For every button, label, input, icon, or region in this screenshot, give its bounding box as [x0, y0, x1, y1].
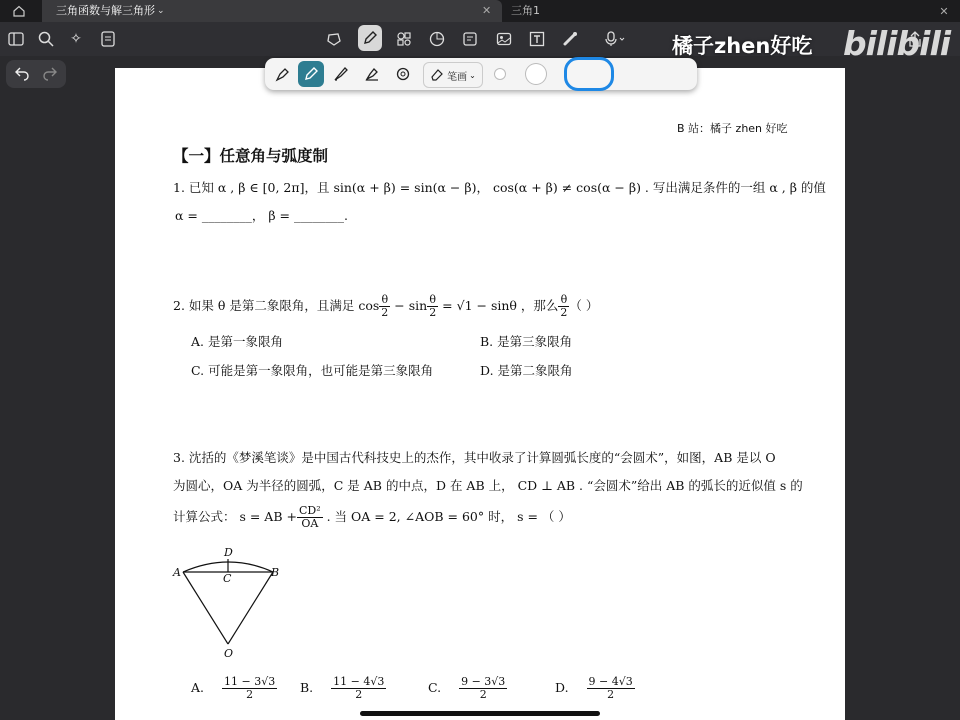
bilibili-logo: bilibili: [843, 24, 951, 63]
frac-den: 2: [246, 688, 254, 701]
frac-den: 2: [560, 306, 568, 319]
frac-den: 2: [429, 306, 437, 319]
shapes-icon[interactable]: [393, 29, 415, 49]
image-icon[interactable]: [493, 29, 515, 49]
highlighter-tool[interactable]: [358, 58, 386, 90]
note-icon[interactable]: [459, 29, 481, 49]
shape-recognition-tool[interactable]: [389, 58, 417, 90]
home-icon[interactable]: [8, 2, 30, 20]
eraser-stroke-selector[interactable]: [423, 62, 483, 88]
frac-num: θ: [379, 294, 390, 307]
eraser-icon: [430, 68, 444, 82]
option-fraction: [587, 676, 635, 701]
magic-wand-icon[interactable]: ✧: [70, 31, 82, 47]
chevron-down-icon[interactable]: ⌄: [157, 6, 165, 16]
option-letter: D.: [555, 680, 569, 695]
microphone-icon[interactable]: [600, 29, 630, 49]
redo-icon[interactable]: [42, 65, 58, 85]
close-icon[interactable]: ✕: [482, 4, 492, 17]
frac-den: OA: [301, 517, 319, 530]
question-3-line-3: [173, 505, 571, 530]
home-indicator[interactable]: [360, 711, 600, 716]
q2-tail: （ ）: [569, 298, 599, 313]
document-icon[interactable]: [98, 29, 118, 49]
formula-fraction: [297, 505, 323, 530]
channel-watermark: 橘子zhen好吃: [672, 34, 813, 58]
q3-formula-pre: 计算公式： s = AB +: [173, 509, 297, 524]
tab-trig-1[interactable]: [505, 0, 955, 22]
color-swatch-selected[interactable]: [563, 58, 615, 90]
q2-option-a: A. 是第一象限角: [191, 334, 283, 349]
tab-bar: [0, 0, 960, 22]
q2-mid: − sin: [390, 298, 428, 313]
question-3-line-2: 为圆心，OA 为半径的圆弧，C 是 AB 的中点，D 在 AB 上， CD ⊥ AB . “会圆术”给出 AB 的弧长的近似值 s 的: [173, 478, 803, 493]
stroke-size-small[interactable]: [487, 58, 513, 90]
frac-den: 2: [479, 688, 487, 701]
option-fraction: [222, 676, 277, 701]
lasso-icon[interactable]: [323, 29, 345, 49]
frac-num: 9 − 4√3: [588, 675, 633, 688]
text-box-icon[interactable]: [526, 29, 548, 49]
undo-icon[interactable]: [14, 65, 30, 85]
header-note: B 站：橘子 zhen 好吃: [677, 122, 788, 135]
frac-num: θ: [427, 294, 438, 307]
frac-den: 2: [381, 306, 389, 319]
q3-option-b: [300, 676, 386, 701]
ballpoint-pen-tool[interactable]: [298, 61, 324, 87]
question-1-text: 1. 已知 α , β ∈ [0, 2π]，且 sin(α + β) = sin(α − β)， cos(α + β) ≠ cos(α − β) . 写出满足条件的一组 α , β 的值: [173, 180, 826, 195]
frac-den: 2: [607, 688, 615, 701]
q2-option-b: B. 是第三象限角: [480, 334, 573, 349]
tab-trig-functions[interactable]: [42, 0, 502, 22]
question-3-line-1: 3. 沈括的《梦溪笔谈》是中国古代科技史上的杰作，其中收录了计算圆弧长度的“会圆术”，如图，AB 是以 O: [173, 450, 776, 465]
frac-num: θ: [558, 294, 569, 307]
pen-toolbar: [265, 58, 697, 90]
q2-pre: 2. 如果 θ 是第二象限角，且满足 cos: [173, 298, 380, 313]
frac-num: CD²: [298, 504, 321, 517]
frac-den: 2: [355, 688, 363, 701]
option-fraction: [459, 676, 507, 701]
fountain-pen-tool[interactable]: [269, 58, 297, 90]
q3-option-d: [555, 676, 635, 701]
tab-title: 三角函数与解三角形: [56, 4, 155, 17]
q2-option-c: C. 可能是第一象限角，也可能是第三象限角: [191, 363, 434, 378]
fraction-theta-half: [379, 294, 390, 319]
fraction-theta-half: [558, 294, 569, 319]
radius-oa: [183, 572, 228, 644]
option-letter: B.: [300, 680, 314, 695]
close-window-icon[interactable]: ✕: [939, 4, 949, 18]
chevron-down-icon: ⌄: [469, 70, 476, 80]
radius-ob: [228, 572, 273, 644]
stroke-size-large[interactable]: [521, 58, 551, 90]
option-letter: C.: [428, 680, 442, 695]
fraction-theta-half: [427, 294, 438, 319]
label-d: D: [224, 546, 233, 559]
document-page[interactable]: [115, 68, 845, 720]
sidebar-icon[interactable]: [6, 29, 26, 49]
q3-option-a: [191, 676, 277, 701]
option-letter: A.: [191, 680, 205, 695]
q2-option-d: D. 是第二象限角: [480, 363, 573, 378]
undo-redo-group: [6, 60, 66, 88]
question-1-answer-blanks: α = ________， β = ________.: [175, 208, 348, 223]
label-o: O: [224, 647, 234, 660]
search-icon[interactable]: [36, 29, 56, 49]
brush-pen-tool[interactable]: [327, 58, 355, 90]
sticker-icon[interactable]: [426, 29, 448, 49]
frac-num: 11 − 4√3: [333, 675, 385, 688]
section-title: 【一】任意角与弧度制: [173, 147, 329, 165]
question-2-text: [173, 294, 598, 319]
eraser-mode-label: 笔画: [447, 71, 468, 83]
frac-num: 9 − 3√3: [461, 675, 506, 688]
frac-num: 11 − 3√3: [224, 675, 276, 688]
pen-tool-icon[interactable]: [358, 25, 382, 51]
q3-option-c: [428, 676, 507, 701]
laser-pointer-icon[interactable]: [559, 29, 581, 49]
q3-formula-post: . 当 OA = 2, ∠AOB = 60° 时， s = （ ）: [322, 509, 571, 524]
main-toolbar: [0, 22, 960, 56]
label-b: B: [271, 566, 280, 579]
label-a: A: [173, 566, 181, 579]
label-c: C: [223, 572, 232, 585]
arc-figure: [173, 546, 293, 658]
q2-post: = √1 − sinθ ，那么: [438, 298, 559, 313]
option-fraction: [331, 676, 386, 701]
tab-title: 三角1: [511, 4, 540, 17]
